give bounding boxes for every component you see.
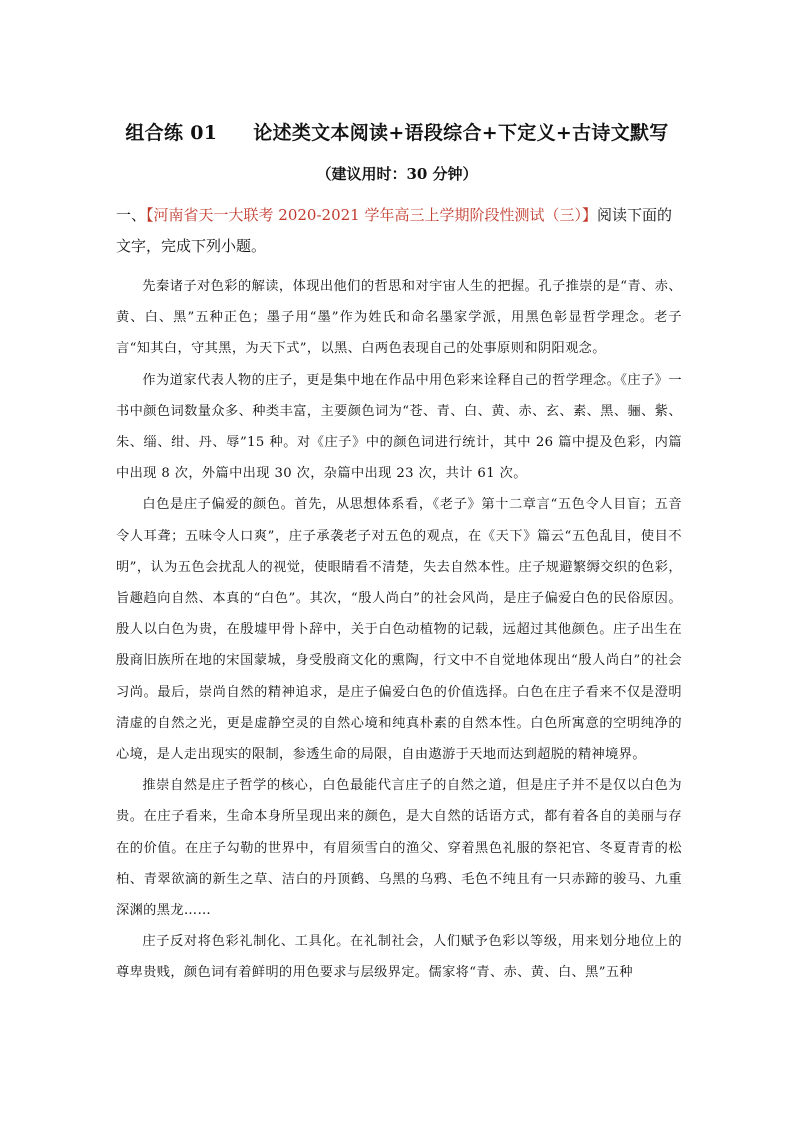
title-exercise-number: 组合练 01 [125, 122, 218, 144]
title-topics: 论述类文本阅读+语段综合+下定义+古诗文默写 [253, 122, 669, 144]
reading-passage [116, 271, 682, 989]
passage-paragraph: 推崇自然是庄子哲学的核心，白色最能代言庄子的自然之道，但是庄子并不是仅以白色为贵。在庄子看来，生命本身所呈现出来的颜色，是大自然的话语方式，都有着各自的美丽与存在的价值。在庄子勾勒的世界中，有眉须雪白的渔父、穿着黑色礼服的祭祀官、冬夏青青的松柏、青翠欲滴的新生之草、洁白的丹顶鹤、乌黑的乌鸦、毛色不纯且有一只赤蹄的骏马、九重深渊的黑龙…… [116, 778, 682, 919]
question-instruction: 阅读下面的文字，完成下列小题。 [116, 206, 672, 255]
passage-paragraph: 庄子反对将色彩礼制化、工具化。在礼制社会，人们赋予色彩以等级，用来划分地位上的尊卑贵贱，颜色词有着鲜明的用色要求与层级界定。儒家将“青、赤、黄、白、黑”五种 [116, 934, 682, 981]
suggested-time: （建议用时：30 分钟） [316, 165, 478, 183]
passage-paragraph: 作为道家代表人物的庄子，更是集中地在作品中用色彩来诠释自己的哲学理念。《庄子》一书中颜色词数量众多、种类丰富，主要颜色词为“苍、青、白、黄、赤、玄、素、黑、骊、紫、朱、缁、绀、丹、辱”15 种。对《庄子》中的颜色词进行统计，其中 26 篇中提及色彩，内篇中出现 8 次，外篇中出现 30 次，杂篇中出现 23 次，共计 61 次。 [116, 372, 682, 482]
passage-paragraph: 先秦诸子对色彩的解读，体现出他们的哲思和对宇宙人生的把握。孔子推崇的是“青、赤、黄、白、黑”五种正色；墨子用“墨”作为姓氏和命名墨家学派，用黑色彰显哲学理念。老子言“知其白，守其黑，为天下式”，以黑、白两色表现自己的处事原则和阴阳观念。 [116, 279, 682, 357]
question-intro [116, 200, 682, 262]
passage-paragraph: 白色是庄子偏爱的颜色。首先，从思想体系看，《老子》第十二章言“五色令人目盲；五音令人耳聋；五味令人口爽”，庄子承袭老子对五色的观点，在《天下》篇云“五色乱目，使目不明”，认为五色会扰乱人的视觉，使眼睛看不清楚，失去自然本性。庄子规避繁缛交织的色彩，旨趣趋向自然、本真的“白色”。其次，“殷人尚白”的社会风尚，是庄子偏爱白色的民俗原因。殷人以白色为贵，在殷墟甲骨卜辞中，关于白色动植物的记载，远超过其他颜色。庄子出生在殷商旧族所在地的宋国蒙城，身受殷商文化的熏陶，行文中不自觉地体现出“殷人尚白”的社会习尚。最后，崇尚自然的精神追求，是庄子偏爱白色的价值选择。白色在庄子看来不仅是澄明清虚的自然之光，更是虚静空灵的自然心境和纯真朴素的自然本性。白色所寓意的空明纯净的心境，是人走出现实的限制，参透生命的局限，自由遨游于天地而达到超脱的精神境界。 [116, 497, 682, 763]
page-title [0, 118, 794, 145]
question-source: 【河南省天一大联考 2020-2021 学年高三上学期阶段性测试（三）】 [146, 206, 597, 224]
question-number: 一、 [116, 206, 147, 224]
